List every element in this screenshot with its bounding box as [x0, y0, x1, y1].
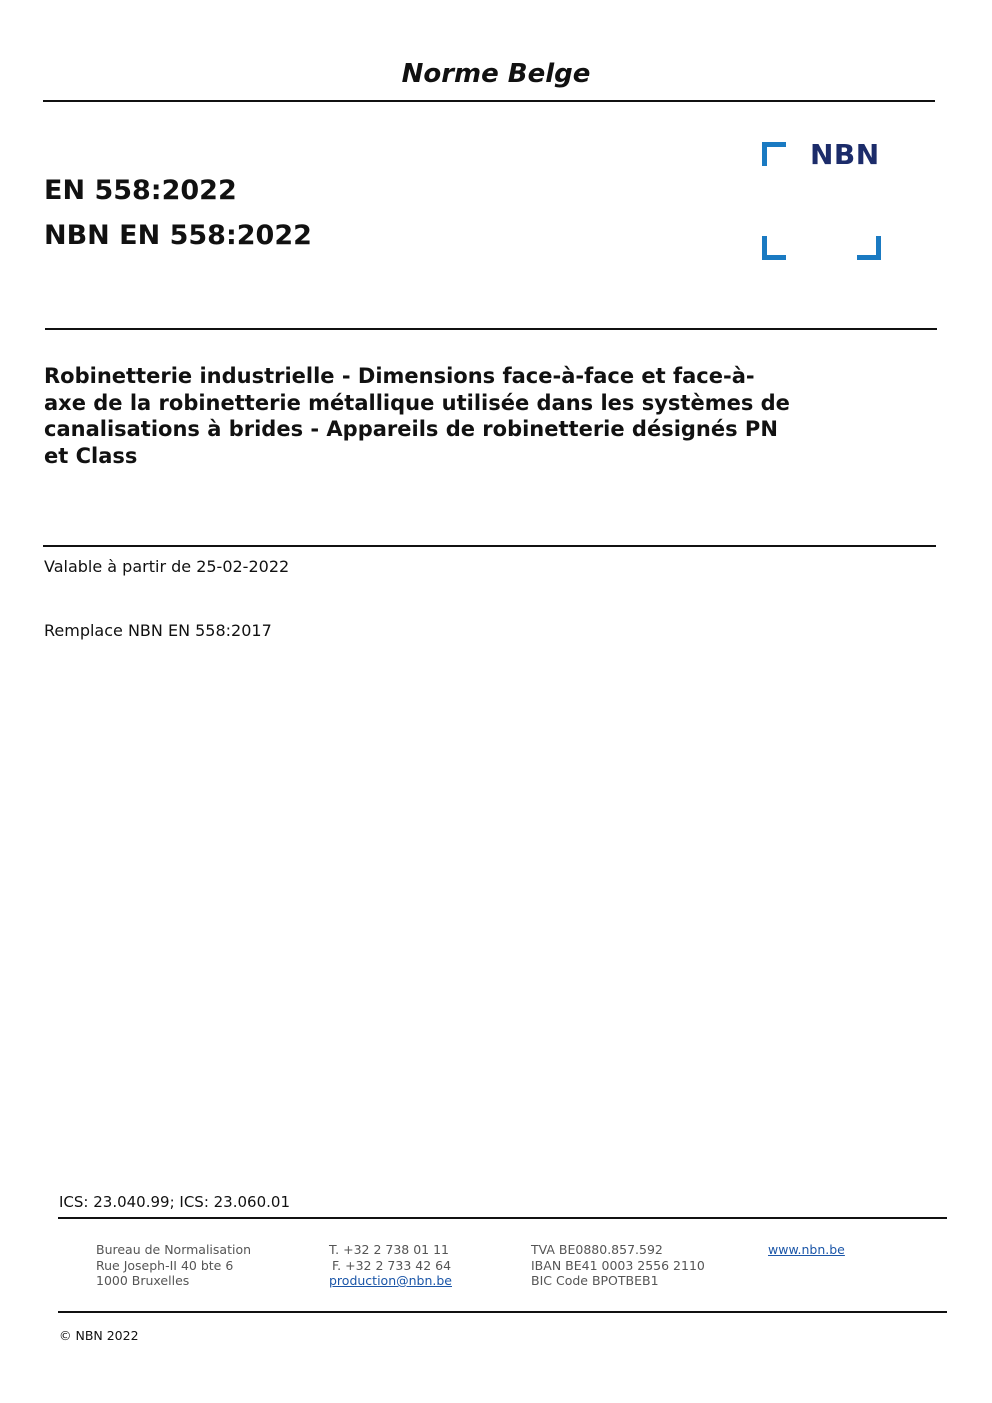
bic-code: BIC Code BPOTBEB1 — [531, 1273, 659, 1288]
nbn-standard-id: NBN EN 558:2022 — [44, 220, 312, 251]
logo-text: NBN — [810, 138, 880, 171]
footer-top-divider — [58, 1217, 947, 1219]
title-top-divider — [45, 328, 937, 330]
document-title-line: Robinetterie industrielle - Dimensions face-à-face et face-à- — [44, 364, 755, 388]
footer-website — [768, 1242, 845, 1258]
fax-number: F. +32 2 733 42 64 — [332, 1257, 452, 1273]
replaces-standard: Remplace NBN EN 558:2017 — [44, 621, 272, 640]
copyright: © NBN 2022 — [59, 1328, 139, 1343]
footer-address — [96, 1242, 251, 1289]
document-title-line: canalisations à brides - Appareils de robinetterie désignés PN — [44, 417, 778, 441]
iban-number: IBAN BE41 0003 2556 2110 — [531, 1257, 705, 1273]
address-line: 1000 Bruxelles — [96, 1273, 190, 1288]
validity-date: Valable à partir de 25-02-2022 — [44, 557, 290, 576]
footer-bank — [531, 1242, 705, 1289]
document-title — [44, 363, 904, 469]
website-link[interactable]: www.nbn.be — [768, 1242, 845, 1257]
document-title-line: axe de la robinetterie métallique utilisée dans les systèmes de — [44, 390, 790, 415]
header-title: Norme Belge — [401, 59, 591, 89]
ics-codes: ICS: 23.040.99; ICS: 23.060.01 — [59, 1193, 290, 1211]
vat-number: TVA BE0880.857.592 — [531, 1242, 663, 1257]
footer-bottom-divider — [58, 1311, 947, 1313]
address-line: Bureau de Normalisation — [96, 1242, 252, 1257]
title-bottom-divider — [43, 545, 936, 547]
en-standard-id: EN 558:2022 — [44, 175, 237, 206]
header-divider — [43, 100, 935, 102]
footer-contact — [329, 1242, 452, 1289]
nbn-logo — [762, 140, 886, 264]
address-line: Rue Joseph-II 40 bte 6 — [96, 1257, 234, 1273]
document-title-line: et Class — [44, 443, 138, 468]
email-link[interactable]: production@nbn.be — [329, 1273, 452, 1288]
phone-number: T. +32 2 738 01 11 — [329, 1242, 449, 1257]
